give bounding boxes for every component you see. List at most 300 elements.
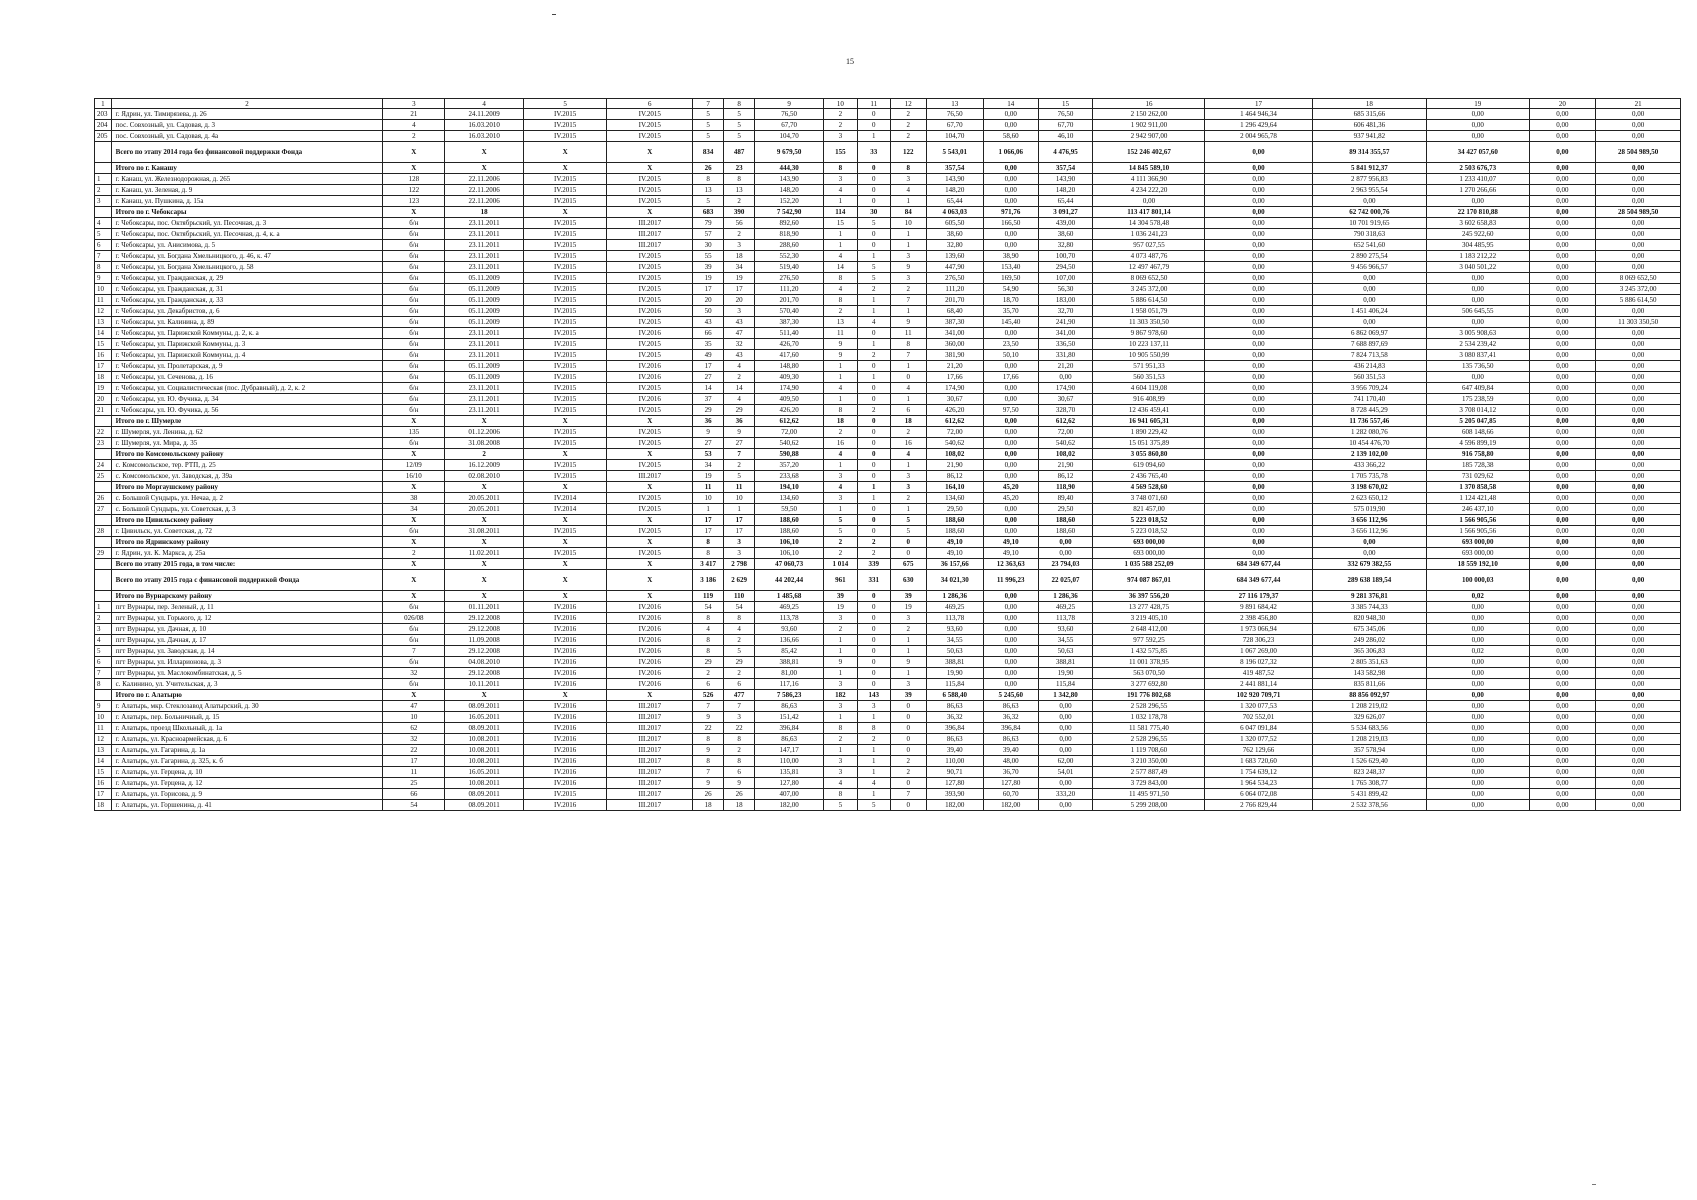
area-private-cell: 0,00: [983, 635, 1038, 646]
cost-fund-cell: 0,00: [1205, 174, 1312, 185]
area-municipal-cell: 341,00: [1038, 328, 1093, 339]
premises-private-cell: 2: [857, 284, 890, 295]
cost-other-cell: 0,00: [1529, 471, 1596, 482]
cost-republic-cell: 3 385 744,33: [1312, 602, 1426, 613]
planned-start-cell: IV.2015: [523, 460, 606, 471]
area-private-cell: 166,50: [983, 218, 1038, 229]
cost-total-cell: 916 408,99: [1093, 394, 1205, 405]
residents-resettled-cell: 8: [724, 613, 755, 624]
residents-total-cell: 4: [693, 624, 724, 635]
residents-total-cell: 5: [693, 120, 724, 131]
residents-resettled-cell: 18: [724, 800, 755, 811]
cost-other-cell: 0,00: [1529, 350, 1596, 361]
cost-extra-cell: 0,00: [1596, 131, 1681, 142]
premises-total-cell: 8: [824, 295, 857, 306]
cost-total-cell: 821 457,00: [1093, 504, 1205, 515]
address-cell: г. Чебоксары, ул. Социалистическая (пос. Дубравный), д. 2, к. 2: [111, 383, 383, 394]
area-private-cell: 0,00: [983, 240, 1038, 251]
address-cell: г. Алатырь, пер. Больничный, д. 15: [111, 712, 383, 723]
cost-extra-cell: 0,00: [1596, 328, 1681, 339]
cost-total-cell: 3 729 843,00: [1093, 778, 1205, 789]
cost-republic-cell: 820 948,30: [1312, 613, 1426, 624]
address-cell: г. Чебоксары, ул. Гражданская, д. 31: [111, 284, 383, 295]
area-total-cell: 148,20: [755, 185, 824, 196]
cost-total-cell: 5 299 208,00: [1093, 800, 1205, 811]
cost-fund-cell: 102 920 709,71: [1205, 690, 1312, 701]
premises-private-cell: 1: [857, 295, 890, 306]
address-cell: г. Чебоксары, ул. Парижской Коммуны, д. 3: [111, 339, 383, 350]
cost-other-cell: 0,00: [1529, 504, 1596, 515]
premises-private-cell: 5: [857, 273, 890, 284]
cost-local-cell: 0,00: [1427, 734, 1529, 745]
cost-extra-cell: 0,00: [1596, 548, 1681, 559]
area-municipal-cell: 118,90: [1038, 482, 1093, 493]
summary-row: [95, 163, 1681, 174]
premises-total-cell: 3: [824, 493, 857, 504]
cost-extra-cell: 0,00: [1596, 526, 1681, 537]
premises-private-cell: 0: [857, 328, 890, 339]
cost-local-cell: 0,00: [1427, 657, 1529, 668]
column-number-cell: 21: [1596, 99, 1681, 109]
document-number-cell: б/н: [383, 339, 445, 350]
area-resettled-cell: 67,70: [926, 120, 983, 131]
cost-republic-cell: 606 481,36: [1312, 120, 1426, 131]
cost-republic-cell: 10 701 919,65: [1312, 218, 1426, 229]
area-municipal-cell: 38,60: [1038, 229, 1093, 240]
premises-municipal-cell: 7: [890, 295, 926, 306]
cost-extra-cell: 0,00: [1596, 109, 1681, 120]
area-private-cell: 0,00: [983, 657, 1038, 668]
summary-row: [95, 570, 1681, 591]
area-municipal-cell: 4 476,95: [1038, 142, 1093, 163]
premises-private-cell: 0: [857, 504, 890, 515]
table-row: [95, 328, 1681, 339]
premises-total-cell: 9: [824, 350, 857, 361]
table-row: [95, 471, 1681, 482]
premises-total-cell: 1: [824, 460, 857, 471]
premises-total-cell: 13: [824, 317, 857, 328]
premises-private-cell: 0: [857, 240, 890, 251]
document-date-cell: 20.05.2011: [445, 504, 524, 515]
area-municipal-cell: 357,54: [1038, 163, 1093, 174]
address-cell: г. Алатырь, ул. Герцена, д. 12: [111, 778, 383, 789]
cost-republic-cell: 9 456 966,57: [1312, 262, 1426, 273]
address-cell: г. Чебоксары, ул. Богдана Хмельницкого, д. 58: [111, 262, 383, 273]
area-total-cell: 409,50: [755, 394, 824, 405]
cost-extra-cell: 0,00: [1596, 471, 1681, 482]
residents-resettled-cell: 2: [724, 372, 755, 383]
document-number-cell: б/н: [383, 405, 445, 416]
planned-end-cell: III.2017: [607, 229, 693, 240]
area-private-cell: 86,63: [983, 701, 1038, 712]
area-total-cell: 417,60: [755, 350, 824, 361]
premises-private-cell: 0: [857, 427, 890, 438]
cost-local-cell: 3 040 501,22: [1427, 262, 1529, 273]
cost-total-cell: 12 497 467,79: [1093, 262, 1205, 273]
cost-extra-cell: 0,00: [1596, 734, 1681, 745]
premises-private-cell: 2: [857, 548, 890, 559]
premises-total-cell: 1: [824, 646, 857, 657]
document-number-cell: X: [383, 559, 445, 570]
table-row: [95, 778, 1681, 789]
planned-start-cell: IV.2016: [523, 734, 606, 745]
area-resettled-cell: 90,71: [926, 767, 983, 778]
residents-total-cell: 55: [693, 251, 724, 262]
document-number-cell: 2: [383, 131, 445, 142]
premises-private-cell: 0: [857, 383, 890, 394]
cost-republic-cell: 2 963 955,54: [1312, 185, 1426, 196]
cost-other-cell: 0,00: [1529, 142, 1596, 163]
residents-resettled-cell: 10: [724, 493, 755, 504]
residents-total-cell: 11: [693, 482, 724, 493]
area-municipal-cell: 3 091,27: [1038, 207, 1093, 218]
residents-total-cell: 27: [693, 438, 724, 449]
document-number-cell: 22: [383, 745, 445, 756]
cost-republic-cell: 143 582,98: [1312, 668, 1426, 679]
area-total-cell: 127,80: [755, 778, 824, 789]
cost-fund-cell: 2 766 829,44: [1205, 800, 1312, 811]
residents-resettled-cell: 390: [724, 207, 755, 218]
document-number-cell: б/н: [383, 350, 445, 361]
cost-other-cell: 0,00: [1529, 328, 1596, 339]
cost-local-cell: 100 000,03: [1427, 570, 1529, 591]
residents-total-cell: 17: [693, 361, 724, 372]
area-private-cell: 17,66: [983, 372, 1038, 383]
residents-resettled-cell: 6: [724, 679, 755, 690]
area-resettled-cell: 387,30: [926, 317, 983, 328]
row-number-cell: 11: [95, 295, 112, 306]
area-total-cell: 590,88: [755, 449, 824, 460]
cost-total-cell: 14 304 578,48: [1093, 218, 1205, 229]
cost-local-cell: 3 708 014,12: [1427, 405, 1529, 416]
residents-resettled-cell: 17: [724, 284, 755, 295]
planned-start-cell: X: [523, 482, 606, 493]
residents-resettled-cell: 4: [724, 624, 755, 635]
cost-extra-cell: 0,00: [1596, 559, 1681, 570]
residents-resettled-cell: 2: [724, 668, 755, 679]
cost-local-cell: 0,00: [1427, 372, 1529, 383]
premises-total-cell: 2: [824, 120, 857, 131]
row-number-cell: 13: [95, 317, 112, 328]
premises-municipal-cell: 1: [890, 646, 926, 657]
table-row: [95, 427, 1681, 438]
document-date-cell: 08.09.2011: [445, 723, 524, 734]
cost-fund-cell: 1 067 269,00: [1205, 646, 1312, 657]
area-total-cell: 110,00: [755, 756, 824, 767]
cost-republic-cell: 0,00: [1312, 273, 1426, 284]
cost-extra-cell: 0,00: [1596, 756, 1681, 767]
cost-fund-cell: 2 004 965,78: [1205, 131, 1312, 142]
row-number-cell: 7: [95, 668, 112, 679]
residents-total-cell: 66: [693, 328, 724, 339]
cost-local-cell: 1 566 905,56: [1427, 526, 1529, 537]
area-private-cell: 45,20: [983, 482, 1038, 493]
cost-fund-cell: 2 398 456,80: [1205, 613, 1312, 624]
planned-end-cell: III.2017: [607, 240, 693, 251]
cost-local-cell: 0,00: [1427, 756, 1529, 767]
premises-municipal-cell: 0: [890, 734, 926, 745]
residents-resettled-cell: 8: [724, 734, 755, 745]
document-number-cell: 12/09: [383, 460, 445, 471]
table-row: [95, 405, 1681, 416]
premises-total-cell: 8: [824, 405, 857, 416]
planned-start-cell: IV.2015: [523, 174, 606, 185]
area-resettled-cell: 111,20: [926, 284, 983, 295]
cost-republic-cell: 289 638 189,54: [1312, 570, 1426, 591]
table-row: [95, 131, 1681, 142]
cost-republic-cell: 10 454 476,70: [1312, 438, 1426, 449]
planned-start-cell: X: [523, 537, 606, 548]
premises-total-cell: 3: [824, 767, 857, 778]
cost-fund-cell: 0,00: [1205, 548, 1312, 559]
cost-other-cell: 0,00: [1529, 657, 1596, 668]
row-number-cell: 29: [95, 548, 112, 559]
document-number-cell: б/н: [383, 251, 445, 262]
address-cell: пос. Совхозный, ул. Садовая, д. 3: [111, 120, 383, 131]
cost-local-cell: 0,00: [1427, 602, 1529, 613]
row-number-cell: 10: [95, 284, 112, 295]
premises-private-cell: 0: [857, 163, 890, 174]
summary-row: [95, 690, 1681, 701]
premises-municipal-cell: 4: [890, 185, 926, 196]
cost-extra-cell: 0,00: [1596, 438, 1681, 449]
residents-resettled-cell: 32: [724, 339, 755, 350]
planned-start-cell: X: [523, 163, 606, 174]
address-cell: пос. Совхозный, ул. Садовая, д. 4а: [111, 131, 383, 142]
cost-other-cell: 0,00: [1529, 515, 1596, 526]
cost-local-cell: 0,00: [1427, 789, 1529, 800]
premises-municipal-cell: 1: [890, 635, 926, 646]
cost-fund-cell: 0,00: [1205, 306, 1312, 317]
residents-total-cell: 8: [693, 734, 724, 745]
cost-other-cell: 0,00: [1529, 734, 1596, 745]
area-resettled-cell: 357,54: [926, 163, 983, 174]
planned-start-cell: IV.2015: [523, 789, 606, 800]
document-date-cell: 22.11.2006: [445, 196, 524, 207]
residents-total-cell: 19: [693, 273, 724, 284]
area-municipal-cell: 331,80: [1038, 350, 1093, 361]
cost-other-cell: 0,00: [1529, 537, 1596, 548]
premises-municipal-cell: 4: [890, 383, 926, 394]
area-total-cell: 511,40: [755, 328, 824, 339]
address-cell: г. Чебоксары, пос. Октябрьский, ул. Песочная, д. 4, к. а: [111, 229, 383, 240]
area-resettled-cell: 113,78: [926, 613, 983, 624]
table-row: [95, 109, 1681, 120]
cost-fund-cell: 0,00: [1205, 163, 1312, 174]
area-municipal-cell: 439,00: [1038, 218, 1093, 229]
area-municipal-cell: 29,50: [1038, 504, 1093, 515]
planned-end-cell: III.2017: [607, 218, 693, 229]
column-number-cell: 14: [983, 99, 1038, 109]
premises-total-cell: 8: [824, 789, 857, 800]
cost-local-cell: 0,00: [1427, 690, 1529, 701]
planned-start-cell: IV.2016: [523, 712, 606, 723]
cost-local-cell: 0,00: [1427, 745, 1529, 756]
address-cell: г. Чебоксары, ул. Сеченова, д. 16: [111, 372, 383, 383]
premises-total-cell: 182: [824, 690, 857, 701]
row-number-cell: [95, 142, 112, 163]
cost-other-cell: 0,00: [1529, 394, 1596, 405]
document-date-cell: 23.11.2011: [445, 328, 524, 339]
planned-end-cell: IV.2015: [607, 526, 693, 537]
premises-municipal-cell: 9: [890, 262, 926, 273]
planned-end-cell: III.2017: [607, 745, 693, 756]
planned-end-cell: III.2017: [607, 723, 693, 734]
residents-total-cell: 10: [693, 493, 724, 504]
area-resettled-cell: 17,66: [926, 372, 983, 383]
document-number-cell: 32: [383, 734, 445, 745]
planned-start-cell: IV.2015: [523, 120, 606, 131]
document-date-cell: 22.11.2006: [445, 185, 524, 196]
area-private-cell: 0,00: [983, 504, 1038, 515]
area-total-cell: 86,63: [755, 701, 824, 712]
residents-resettled-cell: 9: [724, 778, 755, 789]
row-number-cell: 11: [95, 723, 112, 734]
area-total-cell: 59,50: [755, 504, 824, 515]
cost-fund-cell: 0,00: [1205, 427, 1312, 438]
area-private-cell: 971,76: [983, 207, 1038, 218]
row-number-cell: 14: [95, 756, 112, 767]
residents-resettled-cell: 27: [724, 438, 755, 449]
premises-total-cell: 1: [824, 635, 857, 646]
cost-total-cell: 1 958 051,79: [1093, 306, 1205, 317]
area-municipal-cell: 115,84: [1038, 679, 1093, 690]
cost-republic-cell: 433 366,22: [1312, 460, 1426, 471]
cost-fund-cell: 0,00: [1205, 229, 1312, 240]
planned-end-cell: III.2017: [607, 756, 693, 767]
address-cell: г. Алатырь, ул. Горшенина, д. 41: [111, 800, 383, 811]
row-number-cell: 3: [95, 624, 112, 635]
cost-fund-cell: 1 964 534,23: [1205, 778, 1312, 789]
premises-total-cell: 114: [824, 207, 857, 218]
cost-other-cell: 0,00: [1529, 240, 1596, 251]
row-number-cell: 6: [95, 240, 112, 251]
document-date-cell: X: [445, 537, 524, 548]
document-date-cell: X: [445, 482, 524, 493]
residents-total-cell: 13: [693, 185, 724, 196]
premises-municipal-cell: 2: [890, 493, 926, 504]
area-municipal-cell: 67,70: [1038, 120, 1093, 131]
residents-total-cell: 22: [693, 723, 724, 734]
residents-total-cell: 17: [693, 526, 724, 537]
row-number-cell: 1: [95, 174, 112, 185]
premises-total-cell: 1: [824, 668, 857, 679]
premises-municipal-cell: 2: [890, 120, 926, 131]
area-resettled-cell: 49,10: [926, 548, 983, 559]
residents-total-cell: 26: [693, 163, 724, 174]
document-number-cell: б/н: [383, 306, 445, 317]
cost-fund-cell: 0,00: [1205, 240, 1312, 251]
cost-republic-cell: 2 532 378,56: [1312, 800, 1426, 811]
row-number-cell: [95, 690, 112, 701]
cost-fund-cell: 0,00: [1205, 350, 1312, 361]
residents-total-cell: 36: [693, 416, 724, 427]
document-date-cell: 29.12.2008: [445, 668, 524, 679]
document-date-cell: 23.11.2011: [445, 229, 524, 240]
cost-extra-cell: 0,00: [1596, 679, 1681, 690]
cost-total-cell: 5 223 018,52: [1093, 515, 1205, 526]
planned-end-cell: X: [607, 537, 693, 548]
document-number-cell: X: [383, 207, 445, 218]
cost-total-cell: 15 051 375,89: [1093, 438, 1205, 449]
cost-republic-cell: 3 198 670,02: [1312, 482, 1426, 493]
cost-fund-cell: 2 441 881,14: [1205, 679, 1312, 690]
area-resettled-cell: 19,90: [926, 668, 983, 679]
area-municipal-cell: 1 342,80: [1038, 690, 1093, 701]
residents-resettled-cell: 43: [724, 317, 755, 328]
document-date-cell: 23.11.2011: [445, 218, 524, 229]
premises-municipal-cell: 675: [890, 559, 926, 570]
premises-total-cell: 5: [824, 800, 857, 811]
area-total-cell: 201,70: [755, 295, 824, 306]
column-number-cell: 3: [383, 99, 445, 109]
table-row: [95, 350, 1681, 361]
table-row: [95, 372, 1681, 383]
address-cell: Итого по г. Алатырю: [111, 690, 383, 701]
premises-private-cell: 1: [857, 306, 890, 317]
address-cell: пгт Вурнары, пер. Зеленый, д. 11: [111, 602, 383, 613]
row-number-cell: 7: [95, 251, 112, 262]
residents-resettled-cell: 56: [724, 218, 755, 229]
cost-fund-cell: 0,00: [1205, 361, 1312, 372]
area-private-cell: 0,00: [983, 163, 1038, 174]
document-date-cell: 08.09.2011: [445, 800, 524, 811]
cost-fund-cell: 0,00: [1205, 339, 1312, 350]
document-number-cell: 122: [383, 185, 445, 196]
premises-total-cell: 2: [824, 548, 857, 559]
area-total-cell: 552,30: [755, 251, 824, 262]
cost-local-cell: 246 437,10: [1427, 504, 1529, 515]
premises-municipal-cell: 10: [890, 218, 926, 229]
area-resettled-cell: 341,00: [926, 328, 983, 339]
residents-resettled-cell: 3: [724, 548, 755, 559]
premises-municipal-cell: 0: [890, 800, 926, 811]
premises-private-cell: 33: [857, 142, 890, 163]
cost-republic-cell: 88 856 092,97: [1312, 690, 1426, 701]
planned-start-cell: IV.2016: [523, 723, 606, 734]
residents-total-cell: 8: [693, 756, 724, 767]
cost-other-cell: 0,00: [1529, 493, 1596, 504]
premises-municipal-cell: 1: [890, 668, 926, 679]
area-resettled-cell: 68,40: [926, 306, 983, 317]
area-resettled-cell: 540,62: [926, 438, 983, 449]
area-private-cell: 0,00: [983, 449, 1038, 460]
area-municipal-cell: 50,63: [1038, 646, 1093, 657]
area-resettled-cell: 426,20: [926, 405, 983, 416]
cost-total-cell: 11 495 971,50: [1093, 789, 1205, 800]
cost-fund-cell: 0,00: [1205, 460, 1312, 471]
cost-total-cell: 16 941 605,31: [1093, 416, 1205, 427]
cost-other-cell: 0,00: [1529, 624, 1596, 635]
address-cell: г. Чебоксары, ул. Богдана Хмельницкого, д. 46, к. 47: [111, 251, 383, 262]
column-number-cell: 4: [445, 99, 524, 109]
table-row: [95, 262, 1681, 273]
cost-fund-cell: 419 487,52: [1205, 668, 1312, 679]
residents-resettled-cell: 2 798: [724, 559, 755, 570]
area-resettled-cell: 1 286,36: [926, 591, 983, 602]
cost-other-cell: 0,00: [1529, 438, 1596, 449]
document-number-cell: 4: [383, 120, 445, 131]
planned-start-cell: IV.2015: [523, 218, 606, 229]
area-private-cell: 49,10: [983, 537, 1038, 548]
residents-resettled-cell: 487: [724, 142, 755, 163]
cost-total-cell: 3 219 405,10: [1093, 613, 1205, 624]
document-number-cell: X: [383, 537, 445, 548]
cost-other-cell: 0,00: [1529, 339, 1596, 350]
cost-fund-cell: 0,00: [1205, 471, 1312, 482]
document-number-cell: 62: [383, 723, 445, 734]
planned-end-cell: IV.2016: [607, 624, 693, 635]
